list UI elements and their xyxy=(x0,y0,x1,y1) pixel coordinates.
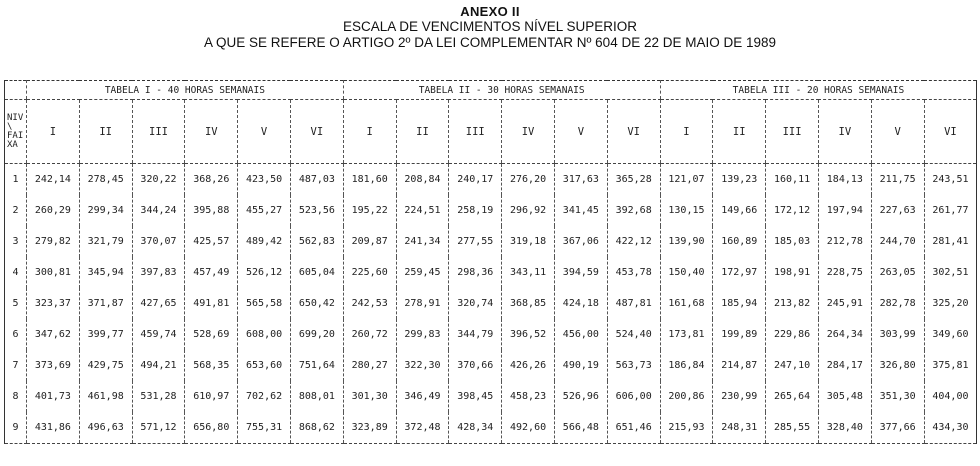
value-cell: 320,74 xyxy=(449,288,502,319)
value-cell: 397,83 xyxy=(132,257,185,288)
value-cell: 323,37 xyxy=(27,288,80,319)
value-cell: 458,23 xyxy=(502,381,555,412)
value-cell: 211,75 xyxy=(871,164,924,196)
value-cell: 365,28 xyxy=(607,164,660,196)
value-cell: 265,64 xyxy=(766,381,819,412)
value-cell: 394,59 xyxy=(554,257,607,288)
value-cell: 459,74 xyxy=(132,319,185,350)
value-cell: 130,15 xyxy=(660,195,713,226)
value-cell: 299,83 xyxy=(396,319,449,350)
value-cell: 302,51 xyxy=(924,257,977,288)
value-cell: 121,07 xyxy=(660,164,713,196)
value-cell: 229,86 xyxy=(766,319,819,350)
value-cell: 398,45 xyxy=(449,381,502,412)
value-cell: 650,42 xyxy=(290,288,343,319)
value-cell: 373,69 xyxy=(27,350,80,381)
value-cell: 305,48 xyxy=(818,381,871,412)
value-cell: 186,84 xyxy=(660,350,713,381)
value-cell: 261,77 xyxy=(924,195,977,226)
value-cell: 200,86 xyxy=(660,381,713,412)
value-cell: 368,26 xyxy=(185,164,238,196)
value-cell: 424,18 xyxy=(554,288,607,319)
value-cell: 263,05 xyxy=(871,257,924,288)
value-cell: 264,34 xyxy=(818,319,871,350)
column-header-t2-v: V xyxy=(554,100,607,164)
value-cell: 341,45 xyxy=(554,195,607,226)
value-cell: 566,48 xyxy=(554,412,607,444)
value-cell: 247,10 xyxy=(766,350,819,381)
table-row xyxy=(5,257,977,288)
value-cell: 303,99 xyxy=(871,319,924,350)
value-cell: 346,49 xyxy=(396,381,449,412)
value-cell: 258,19 xyxy=(449,195,502,226)
value-cell: 370,07 xyxy=(132,226,185,257)
value-cell: 367,06 xyxy=(554,226,607,257)
column-header-t1-vi: VI xyxy=(290,100,343,164)
value-cell: 427,65 xyxy=(132,288,185,319)
value-cell: 197,94 xyxy=(818,195,871,226)
value-cell: 751,64 xyxy=(290,350,343,381)
value-cell: 248,31 xyxy=(713,412,766,444)
value-cell: 185,94 xyxy=(713,288,766,319)
value-cell: 395,88 xyxy=(185,195,238,226)
value-cell: 429,75 xyxy=(79,350,132,381)
value-cell: 375,81 xyxy=(924,350,977,381)
value-cell: 457,49 xyxy=(185,257,238,288)
value-cell: 347,62 xyxy=(27,319,80,350)
value-cell: 241,34 xyxy=(396,226,449,257)
column-header-t1-iv: IV xyxy=(185,100,238,164)
value-cell: 181,60 xyxy=(343,164,396,196)
value-cell: 199,89 xyxy=(713,319,766,350)
level-cell: 5 xyxy=(5,288,27,319)
value-cell: 461,98 xyxy=(79,381,132,412)
value-cell: 606,00 xyxy=(607,381,660,412)
value-cell: 426,26 xyxy=(502,350,555,381)
column-header-t3-i: I xyxy=(660,100,713,164)
value-cell: 344,79 xyxy=(449,319,502,350)
column-header-t3-v: V xyxy=(871,100,924,164)
level-cell: 7 xyxy=(5,350,27,381)
salary-scale-table xyxy=(4,80,977,444)
column-header-t2-vi: VI xyxy=(607,100,660,164)
value-cell: 399,77 xyxy=(79,319,132,350)
value-cell: 260,72 xyxy=(343,319,396,350)
value-cell: 326,80 xyxy=(871,350,924,381)
value-cell: 372,48 xyxy=(396,412,449,444)
value-cell: 808,01 xyxy=(290,381,343,412)
value-cell: 425,57 xyxy=(185,226,238,257)
value-cell: 571,12 xyxy=(132,412,185,444)
value-cell: 215,93 xyxy=(660,412,713,444)
table-row xyxy=(5,319,977,350)
scale-title: ESCALA DE VENCIMENTOS NÍVEL SUPERIOR xyxy=(342,19,638,34)
table-row xyxy=(5,381,977,412)
value-cell: 396,52 xyxy=(502,319,555,350)
value-cell: 214,87 xyxy=(713,350,766,381)
column-header-t2-iv: IV xyxy=(502,100,555,164)
value-cell: 212,78 xyxy=(818,226,871,257)
level-cell: 1 xyxy=(5,164,27,196)
value-cell: 328,40 xyxy=(818,412,871,444)
value-cell: 370,66 xyxy=(449,350,502,381)
value-cell: 322,30 xyxy=(396,350,449,381)
value-cell: 453,78 xyxy=(607,257,660,288)
value-cell: 213,82 xyxy=(766,288,819,319)
group-header-tabela-1: TABELA I - 40 HORAS SEMANAIS xyxy=(27,81,344,100)
value-cell: 279,82 xyxy=(27,226,80,257)
value-cell: 423,50 xyxy=(238,164,291,196)
group-header-tabela-3: TABELA III - 20 HORAS SEMANAIS xyxy=(660,81,977,100)
level-cell: 3 xyxy=(5,226,27,257)
level-cell: 4 xyxy=(5,257,27,288)
value-cell: 368,85 xyxy=(502,288,555,319)
value-cell: 496,63 xyxy=(79,412,132,444)
value-cell: 301,30 xyxy=(343,381,396,412)
annex-title: ANEXO II xyxy=(460,4,520,19)
value-cell: 565,58 xyxy=(238,288,291,319)
value-cell: 280,27 xyxy=(343,350,396,381)
value-cell: 209,87 xyxy=(343,226,396,257)
value-cell: 198,91 xyxy=(766,257,819,288)
value-cell: 699,20 xyxy=(290,319,343,350)
value-cell: 242,53 xyxy=(343,288,396,319)
value-cell: 276,20 xyxy=(502,164,555,196)
value-cell: 526,96 xyxy=(554,381,607,412)
column-header-t3-vi: VI xyxy=(924,100,977,164)
value-cell: 240,17 xyxy=(449,164,502,196)
column-header-t2-ii: II xyxy=(396,100,449,164)
value-cell: 371,87 xyxy=(79,288,132,319)
value-cell: 431,86 xyxy=(27,412,80,444)
value-cell: 489,42 xyxy=(238,226,291,257)
value-cell: 608,00 xyxy=(238,319,291,350)
value-cell: 568,35 xyxy=(185,350,238,381)
value-cell: 173,81 xyxy=(660,319,713,350)
level-header-blank xyxy=(5,81,27,100)
law-reference: A QUE SE REFERE O ARTIGO 2º DA LEI COMPLEMENTAR Nº 604 DE 22 DE MAIO DE 1989 xyxy=(203,35,777,50)
value-cell: 259,45 xyxy=(396,257,449,288)
value-cell: 401,73 xyxy=(27,381,80,412)
value-cell: 284,17 xyxy=(818,350,871,381)
value-cell: 526,12 xyxy=(238,257,291,288)
value-cell: 321,79 xyxy=(79,226,132,257)
table-row xyxy=(5,164,977,196)
value-cell: 225,60 xyxy=(343,257,396,288)
table-row xyxy=(5,350,977,381)
value-cell: 281,41 xyxy=(924,226,977,257)
value-cell: 184,13 xyxy=(818,164,871,196)
value-cell: 490,19 xyxy=(554,350,607,381)
value-cell: 868,62 xyxy=(290,412,343,444)
value-cell: 656,80 xyxy=(185,412,238,444)
value-cell: 172,97 xyxy=(713,257,766,288)
value-cell: 260,29 xyxy=(27,195,80,226)
value-cell: 491,81 xyxy=(185,288,238,319)
level-cell: 8 xyxy=(5,381,27,412)
value-cell: 320,22 xyxy=(132,164,185,196)
level-cell: 6 xyxy=(5,319,27,350)
value-cell: 487,81 xyxy=(607,288,660,319)
value-cell: 702,62 xyxy=(238,381,291,412)
value-cell: 351,30 xyxy=(871,381,924,412)
value-cell: 456,00 xyxy=(554,319,607,350)
value-cell: 317,63 xyxy=(554,164,607,196)
value-cell: 377,66 xyxy=(871,412,924,444)
value-cell: 300,81 xyxy=(27,257,80,288)
value-cell: 428,34 xyxy=(449,412,502,444)
table-row xyxy=(5,288,977,319)
value-cell: 343,11 xyxy=(502,257,555,288)
column-header-t1-iii: III xyxy=(132,100,185,164)
column-header-t1-v: V xyxy=(238,100,291,164)
value-cell: 344,24 xyxy=(132,195,185,226)
value-cell: 563,73 xyxy=(607,350,660,381)
value-cell: 487,03 xyxy=(290,164,343,196)
value-cell: 455,27 xyxy=(238,195,291,226)
value-cell: 323,89 xyxy=(343,412,396,444)
column-header-t1-i: I xyxy=(27,100,80,164)
value-cell: 605,04 xyxy=(290,257,343,288)
column-header-t3-iii: III xyxy=(766,100,819,164)
value-cell: 172,12 xyxy=(766,195,819,226)
column-header-t2-iii: III xyxy=(449,100,502,164)
value-cell: 492,60 xyxy=(502,412,555,444)
column-header-t1-ii: II xyxy=(79,100,132,164)
table-row xyxy=(5,412,977,444)
table-row xyxy=(5,226,977,257)
value-cell: 434,30 xyxy=(924,412,977,444)
value-cell: 531,28 xyxy=(132,381,185,412)
value-cell: 278,91 xyxy=(396,288,449,319)
value-cell: 494,21 xyxy=(132,350,185,381)
value-cell: 161,68 xyxy=(660,288,713,319)
level-cell: 2 xyxy=(5,195,27,226)
value-cell: 528,69 xyxy=(185,319,238,350)
value-cell: 160,11 xyxy=(766,164,819,196)
value-cell: 562,83 xyxy=(290,226,343,257)
value-cell: 285,55 xyxy=(766,412,819,444)
value-cell: 150,40 xyxy=(660,257,713,288)
value-cell: 345,94 xyxy=(79,257,132,288)
value-cell: 523,56 xyxy=(290,195,343,226)
value-cell: 392,68 xyxy=(607,195,660,226)
value-cell: 653,60 xyxy=(238,350,291,381)
value-cell: 610,97 xyxy=(185,381,238,412)
value-cell: 244,70 xyxy=(871,226,924,257)
value-cell: 278,45 xyxy=(79,164,132,196)
value-cell: 185,03 xyxy=(766,226,819,257)
value-cell: 277,55 xyxy=(449,226,502,257)
value-cell: 299,34 xyxy=(79,195,132,226)
column-header-t2-i: I xyxy=(343,100,396,164)
value-cell: 245,91 xyxy=(818,288,871,319)
value-cell: 160,89 xyxy=(713,226,766,257)
value-cell: 139,90 xyxy=(660,226,713,257)
document-header xyxy=(0,0,980,51)
value-cell: 524,40 xyxy=(607,319,660,350)
level-column-header: NIV \ FAI XA xyxy=(5,100,27,164)
value-cell: 319,18 xyxy=(502,226,555,257)
group-header-tabela-2: TABELA II - 30 HORAS SEMANAIS xyxy=(343,81,660,100)
value-cell: 195,22 xyxy=(343,195,396,226)
value-cell: 208,84 xyxy=(396,164,449,196)
value-cell: 404,00 xyxy=(924,381,977,412)
value-cell: 243,51 xyxy=(924,164,977,196)
value-cell: 282,78 xyxy=(871,288,924,319)
value-cell: 228,75 xyxy=(818,257,871,288)
value-cell: 296,92 xyxy=(502,195,555,226)
value-cell: 298,36 xyxy=(449,257,502,288)
column-header-t3-ii: II xyxy=(713,100,766,164)
value-cell: 149,66 xyxy=(713,195,766,226)
value-cell: 242,14 xyxy=(27,164,80,196)
column-header-t3-iv: IV xyxy=(818,100,871,164)
value-cell: 755,31 xyxy=(238,412,291,444)
value-cell: 139,23 xyxy=(713,164,766,196)
value-cell: 651,46 xyxy=(607,412,660,444)
value-cell: 224,51 xyxy=(396,195,449,226)
value-cell: 325,20 xyxy=(924,288,977,319)
value-cell: 422,12 xyxy=(607,226,660,257)
level-cell: 9 xyxy=(5,412,27,444)
table-row xyxy=(5,195,977,226)
value-cell: 230,99 xyxy=(713,381,766,412)
value-cell: 227,63 xyxy=(871,195,924,226)
value-cell: 349,60 xyxy=(924,319,977,350)
